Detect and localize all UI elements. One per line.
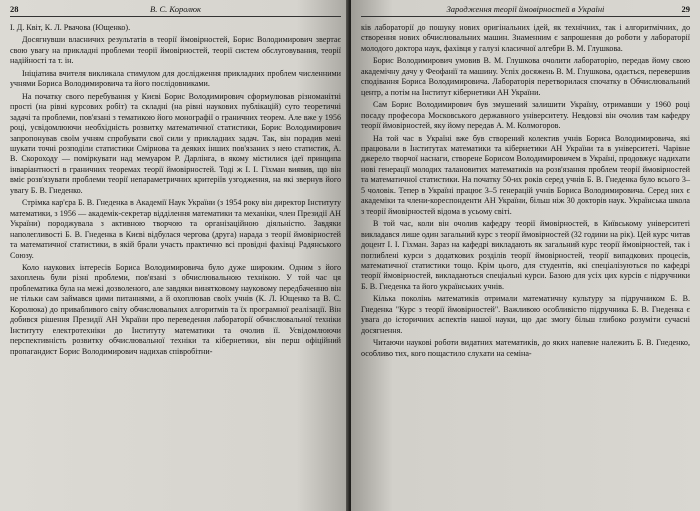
paragraph: На той час в Україні вже був створений колектив учнів Бориса Володимировича, які працювали в Інститутах математики та кібернетики АН України та в університеті. Чарівне джерело творчої наснаги, створене Борисом Володимировичем в Україні, продовжує надихати нові генерації молодих талановитих математиків на розв'язання проблем теорії ймовірностей та математичної статистики. На початку 50-их років серед учнів Б. В. Гнеденка було всього 3–5 чоловік. Тепер в Україні працює 3–5 генерацій учнів Бориса Володимировича. Серед них є академіки та члени-кореспонденти АН України, більш ніж 30 докторів наук. Українська школа з теорії ймовірностей відома в усьому світі. — [361, 133, 690, 216]
paragraph: Коло наукових інтересів Бориса Володимировича було дуже широким. Одним з його захоплень були різні проблеми, пов'язані з обчислювальною технікою. У той час ця проблематика була на межі дозволеного, але завдяки винятковому науковому передбаченню він не тільки сам займався цими питаннями, а й охоплював своїх учнів (К. Л. Ющенко та В. С. Королюка) до привабливого світу обчислювальних алгоритмів та їх програмної реалізації. Він добився рішення Президії АН України про переведення лабораторії обчислювальної техніки Інституту електротехніки до Інституту математики та очолив її. Усвідомлюючи перспективність розвитку обчислювальної техніки та кібернетики, він перш офіційний пропагандист Борис Володимирович надихав співробітни- — [10, 262, 341, 356]
left-running-head: В. С. Королюк — [150, 4, 201, 14]
right-page-header — [361, 4, 690, 17]
left-page-header — [10, 4, 341, 17]
paragraph: Борис Володимирович умовив В. М. Глушкова очолити лабораторію, передав йому свою академічну дачу у Феофанії та машину. Успіх досяжень В. М. Глушкова, одається, перевершив сподівання Бориса Володимировича. Лабораторія перетворилася спочатку в Обчислювальний центр, а потім на Інститут кібернетики АН України. — [361, 56, 690, 97]
paragraph: На початку свого перебування у Києві Борис Володимирович сформулював різноманітні прості (на рівні курсових робіт) та складні (на рівні наукових публікацій) суто теоретичні задачі та проблеми, пов'язані з тематикою його монографії о граничних теорем. Але вже у 1956 році, усвідомлюючи необхідність розвитку математичної статистики, Борис Володимирович запропонував своїм учням спробувати свої сили у прикладних задач. Так, він порадив мені шукати точні розподіли статистики Смірнова та деяких інших пов'язаних з нею статистик, А. В. Скороходу — поміркувати над мемуаром Р. Дарлінга, в якому містилися ідеї принципа інваріантності в граничних теоремах теорії ймовірностей. Тоді ж І. І. Гіхман виявив, що він вміє розв'язувати проблеми теорії непараметричних критеріїв узгодження, на які звернув його увагу Б. В. Гнеденко. — [10, 91, 341, 195]
paragraph: Сам Борис Володимирович був змушений залишити Україну, отримавши у 1960 році посаду професора Московського державного університету. Невдовзі він очолив там кафедру теорії ймовірностей, яку йому передав А. М. Колмогоров. — [361, 100, 690, 131]
right-running-head: Зародження теорії ймовірностей в Україні — [446, 4, 605, 14]
paragraph: Досягнувши власничих результатів в теорії ймовірностей, Борис Володимирович звертає свою увагу на прикладні проблеми теорії ймовірностей, теорії систем обслуговування, теорії надійності та т. ін. — [10, 35, 341, 66]
paragraph: Ініціатива вчителя викликала стимулом для дослідження прикладних проблем численними учнями Бориса Володимировича та його послідовниками. — [10, 68, 341, 89]
paragraph: Читаючи наукові роботи видатних математиків, до яких напевне належить Б. В. Гнеденко, особливо тих, кого пощастило слухати на семіна- — [361, 338, 690, 358]
paragraph: В той час, коли він очолив кафедру теорії ймовірностей, в Київському університеті викладався лише один загальний курс з теорії ймовірностей (32 години на рік). Цей курс читав доцент І. І. Гіхман. Зараз на кафедрі викладають як загальний курс теорії ймовірностей, так і поглиблені курси з додаткових розділів теорії ймовірностей, теорії випадкових процесів, математичної статистики тощо. Крім цього, для студентів, які спеціалізуються по кафедрі теорії ймовірностей, викладаються спеціальні курси. Базою для усіх цих курсів є підручники Б. В. Гнеденка та його українських учнів. — [361, 219, 690, 291]
paragraph: ків лабораторії до пошуку нових оригінальних ідей, як технічних, так і алгоритмічних, до створення нових обчислювальних машин. Знаменним є запрошення до роботи у лабораторії молодого доктора наук, фахівця у галузі класичної алгебри В. М. Глушкова. — [361, 23, 690, 53]
paragraph: Кілька поколінь математиків отримали математичну культуру за підручником Б. В. Гнеденка "Курс з теорії ймовірностей". Важливою особливістю підручника Б. В. Гнеденка є увага до історичних аспектів нашої науки, що дає змогу більш глибоко розуміти сучасні досягнення. — [361, 294, 690, 335]
left-page — [0, 0, 349, 511]
left-page-number: 28 — [10, 4, 19, 14]
right-page — [351, 0, 700, 511]
paragraph: Стрімка кар'єра Б. В. Гнеденка в Академії Наук України (з 1954 року він директор Інституту математики, з 1956 — академік-секретар відділення математики та механіки, член Президії АН України) породжувала з активною творчою та організаційною діяльністю. Завдяки наполегливості Б. В. Гнеденка в Києві відбулася чергова (друга) нарада з теорії ймовірностей та математичної статистики, в якій брали участь практично всі провідні фахівці Радянського Союзу. — [10, 198, 341, 260]
right-page-number: 29 — [681, 4, 690, 14]
paragraph: І. Д. Квіт, К. Л. Рвачова (Ющенко). — [10, 23, 131, 32]
